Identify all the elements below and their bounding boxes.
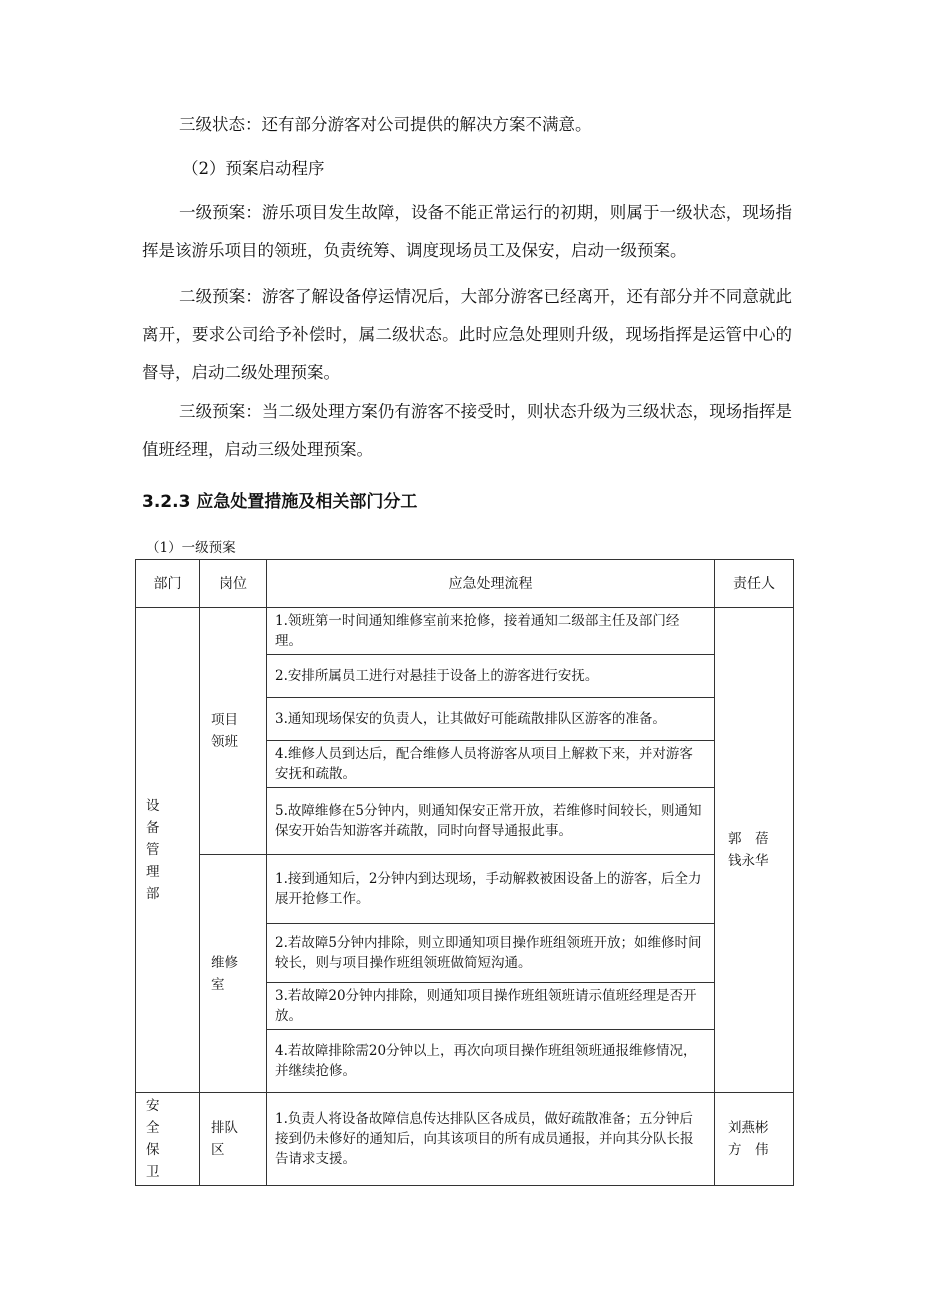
role-name: 排队区	[211, 1120, 238, 1158]
paragraph-level2-plan: 二级预案：游客了解设备停运情况后，大部分游客已经离开，还有部分并不同意就此离开，要求公司给予补偿时，属二级状态。此时应急处理则升级，现场指挥是运管中心的督导，启动二级处理预案。	[142, 287, 792, 382]
flow-step: 2.安排所属员工进行对悬挂于设备上的游客进行安抚。	[267, 655, 715, 698]
responsible-cell	[715, 1093, 794, 1186]
paragraph-level3-plan: 三级预案：当二级处理方案仍有游客不接受时，则状态升级为三级状态，现场指挥是值班经理，启动三级处理预案。	[142, 402, 792, 459]
table-header-row	[136, 560, 794, 608]
header-flow: 应急处理流程	[267, 560, 715, 608]
responsible-cell	[715, 608, 794, 1093]
table-row	[136, 608, 794, 655]
flow-step: 5.故障维修在5分钟内，则通知保安正常开放，若维修时间较长，则通知保安开始告知游客并疏散，同时向督导通报此事。	[267, 788, 715, 855]
flow-step: 3.若故障20分钟内排除，则通知项目操作班组领班请示值班经理是否开放。	[267, 983, 715, 1030]
section-heading: 3.2.3 应急处置措施及相关部门分工	[142, 492, 418, 512]
role-name: 维修室	[211, 954, 238, 993]
paragraph-level1-plan: 一级预案：游乐项目发生故障，设备不能正常运行的初期，则属于一级状态，现场指挥是该游乐项目的领班，负责统筹、调度现场员工及保安，启动一级预案。	[142, 203, 792, 260]
role-name: 项目领班	[211, 712, 238, 750]
header-dept: 部门	[136, 560, 200, 608]
role-cell	[200, 1093, 267, 1186]
role-cell	[200, 608, 267, 855]
dept-name: 设备管理部	[146, 798, 160, 902]
table-caption: （1）一级预案	[146, 540, 236, 556]
role-cell	[200, 855, 267, 1093]
paragraph-level3-status: 三级状态：还有部分游客对公司提供的解决方案不满意。	[179, 115, 592, 134]
flow-step: 1.领班第一时间通知维修室前来抢修，接着通知二级部主任及部门经理。	[267, 608, 715, 655]
flow-step: 2.若故障5分钟内排除，则立即通知项目操作班组领班开放；如维修时间较长，则与项目操作班组领班做简短沟通。	[267, 924, 715, 983]
flow-step: 4.若故障排除需20分钟以上，再次向项目操作班组领班通报维修情况，并继续抢修。	[267, 1030, 715, 1093]
header-role: 岗位	[200, 560, 267, 608]
responsible-names: 刘燕彬 方 伟	[728, 1120, 782, 1158]
dept-cell	[136, 608, 200, 1093]
table-row	[136, 1093, 794, 1186]
dept-cell	[136, 1093, 200, 1186]
emergency-plan-table	[135, 559, 794, 1186]
responsible-names: 郭 蓓 钱永华	[728, 831, 782, 869]
flow-step: 3.通知现场保安的负责人，让其做好可能疏散排队区游客的准备。	[267, 698, 715, 741]
flow-step: 4.维修人员到达后，配合维修人员将游客从项目上解救下来，并对游客安抚和疏散。	[267, 741, 715, 788]
flow-step: 1.接到通知后，2分钟内到达现场，手动解救被困设备上的游客，后全力展开抢修工作。	[267, 855, 715, 924]
dept-name: 安全保卫	[146, 1098, 160, 1180]
flow-step: 1.负责人将设备故障信息传达排队区各成员，做好疏散准备；五分钟后接到仍未修好的通知后，向其该项目的所有成员通报，并向其分队长报告请求支援。	[267, 1093, 715, 1186]
table-row	[136, 855, 794, 924]
header-responsible: 责任人	[715, 560, 794, 608]
paragraph-plan-procedure-title: （2）预案启动程序	[182, 159, 325, 178]
